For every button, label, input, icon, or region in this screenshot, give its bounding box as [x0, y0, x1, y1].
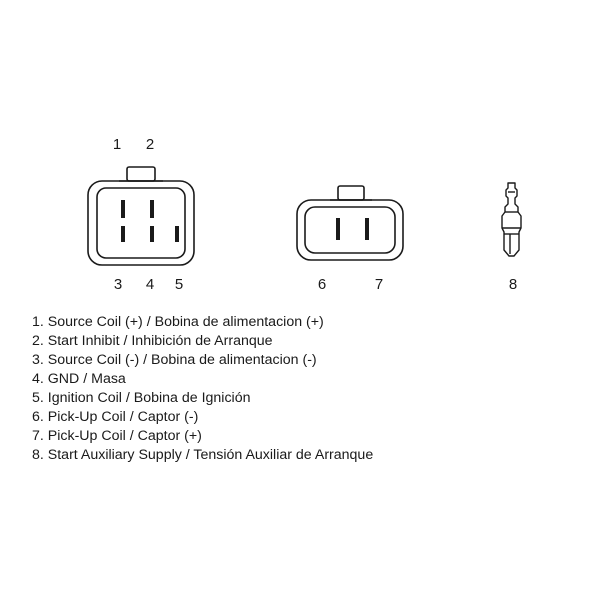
- legend-item: 7. Pick-Up Coil / Captor (+): [32, 428, 202, 444]
- two-pin-housing-inner: [305, 207, 395, 253]
- pin-legend: [32, 313, 373, 465]
- pin-label-3: 3: [113, 276, 123, 293]
- five-pin-latch: [127, 167, 155, 181]
- legend-item: 3. Source Coil (-) / Bobina de alimentacion (-): [32, 352, 317, 368]
- bullet-body: [502, 183, 521, 256]
- legend-item: 6. Pick-Up Coil / Captor (-): [32, 409, 199, 425]
- legend-item: 5. Ignition Coil / Bobina de Ignición: [32, 390, 251, 406]
- two-pin-terminals: [336, 218, 369, 240]
- bullet-connector: [502, 183, 521, 256]
- terminal-pin-5: [175, 226, 179, 242]
- five-pin-connector: [88, 167, 194, 265]
- five-pin-housing-inner: [97, 188, 185, 258]
- two-pin-connector: [297, 186, 403, 260]
- legend-item: 1. Source Coil (+) / Bobina de alimentacion (+): [32, 314, 324, 330]
- legend-item: 4. GND / Masa: [32, 371, 126, 387]
- pin-label-1: 1: [112, 136, 122, 153]
- pin-label-5: 5: [174, 276, 184, 293]
- terminal-pin-3: [121, 226, 125, 242]
- terminal-pin-6: [336, 218, 340, 240]
- pin-label-2: 2: [145, 136, 155, 153]
- pin-label-8: 8: [508, 276, 518, 293]
- pin-label-7: 7: [374, 276, 384, 293]
- legend-item: 8. Start Auxiliary Supply / Tensión Auxiliar de Arranque: [32, 447, 374, 463]
- five-pin-housing-outer: [88, 181, 194, 265]
- two-pin-housing-outer: [297, 200, 403, 260]
- terminal-pin-2: [150, 200, 154, 218]
- terminal-pin-4: [150, 226, 154, 242]
- legend-item: 2. Start Inhibit / Inhibición de Arranque: [32, 333, 273, 349]
- terminal-pin-1: [121, 200, 125, 218]
- pin-label-6: 6: [317, 276, 327, 293]
- two-pin-latch: [338, 186, 364, 200]
- terminal-pin-7: [365, 218, 369, 240]
- pin-label-4: 4: [145, 276, 155, 293]
- five-pin-terminals: [121, 200, 179, 242]
